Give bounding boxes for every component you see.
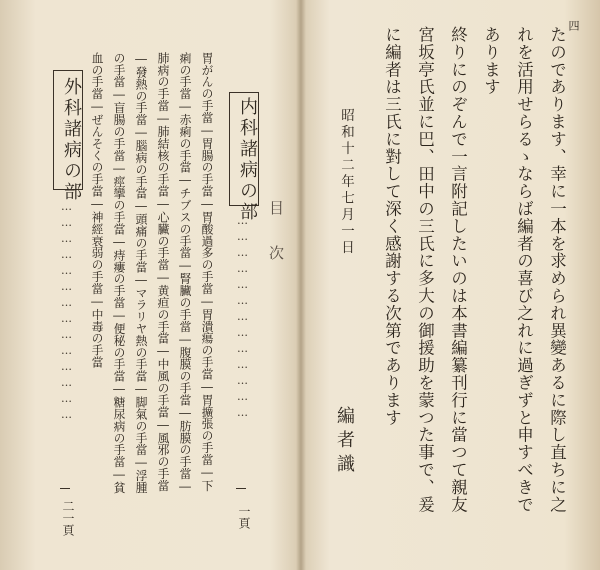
toc-entry-line-4: ―發熱の手當―腦病の手當―頭痛の手當―マラリヤ熱の手當―脚氣の手當―浮腫	[134, 52, 148, 494]
body-column-4: 終りにのぞんで一言附記したいのは本書編纂刊行に當つて親友	[448, 26, 468, 514]
page-number: 四	[567, 20, 580, 31]
toc-entry-line-1: 胃がんの手當―胃腸の手當―胃酸過多の手當―胃潰瘍の手當―胃擴張の手當―下	[200, 52, 214, 492]
page-dash-mark	[236, 488, 246, 489]
internal-section-page: 一頁	[237, 505, 251, 529]
external-section-page: 二一頁	[61, 500, 75, 536]
book-gutter	[296, 0, 306, 570]
internal-section-title: 内科諸病の部	[237, 97, 258, 223]
body-column-1: たのであります、幸に一本を求められ異變あるに際し直ちに之	[547, 26, 567, 514]
date-line: 昭和十二年七月一日	[338, 108, 354, 257]
internal-section-title-box	[229, 92, 259, 223]
external-section-title-box	[53, 70, 83, 203]
toc-entry-line-6: 血の手當―ぜんそくの手當―神經衰弱の手當―中毒の手當	[90, 52, 104, 368]
body-column-5: 宮坂亭氏並に巴、田中の三氏に多大の御援助を蒙つた事で、爰	[415, 26, 435, 514]
body-column-3: あります	[481, 26, 501, 96]
toc-entry-line-5: の手當―盲腸の手當―痙攣の手當―痔瘻の手當―便秘の手當―糖尿病の手當―貧	[112, 52, 126, 494]
body-column-6: に編者は三氏に對して深く感謝する次第であります	[382, 26, 402, 427]
editor-signature: 編者識	[334, 406, 355, 478]
contents-heading: 目次	[267, 200, 285, 290]
internal-section-leader-dots: …………………………………	[236, 214, 249, 422]
external-section-title: 外科諸病の部	[61, 77, 82, 203]
external-section-leader-dots: ……………………………………	[60, 200, 73, 424]
toc-entry-line-2: 痢の手當―赤痢の手當―チブスの手當―腎臟の手當―腹膜の手當―肪膜の手當―	[178, 52, 192, 494]
toc-entry-line-3: 肺病の手當―肺結核の手當―心臟の手當―黄疸の手當―中風の手當―風邪の手當	[156, 52, 170, 492]
page-dash-mark	[60, 488, 70, 489]
body-column-2: れを活用せらるゝならば編者の喜び之れに過ぎずと申すべきで	[514, 26, 534, 514]
